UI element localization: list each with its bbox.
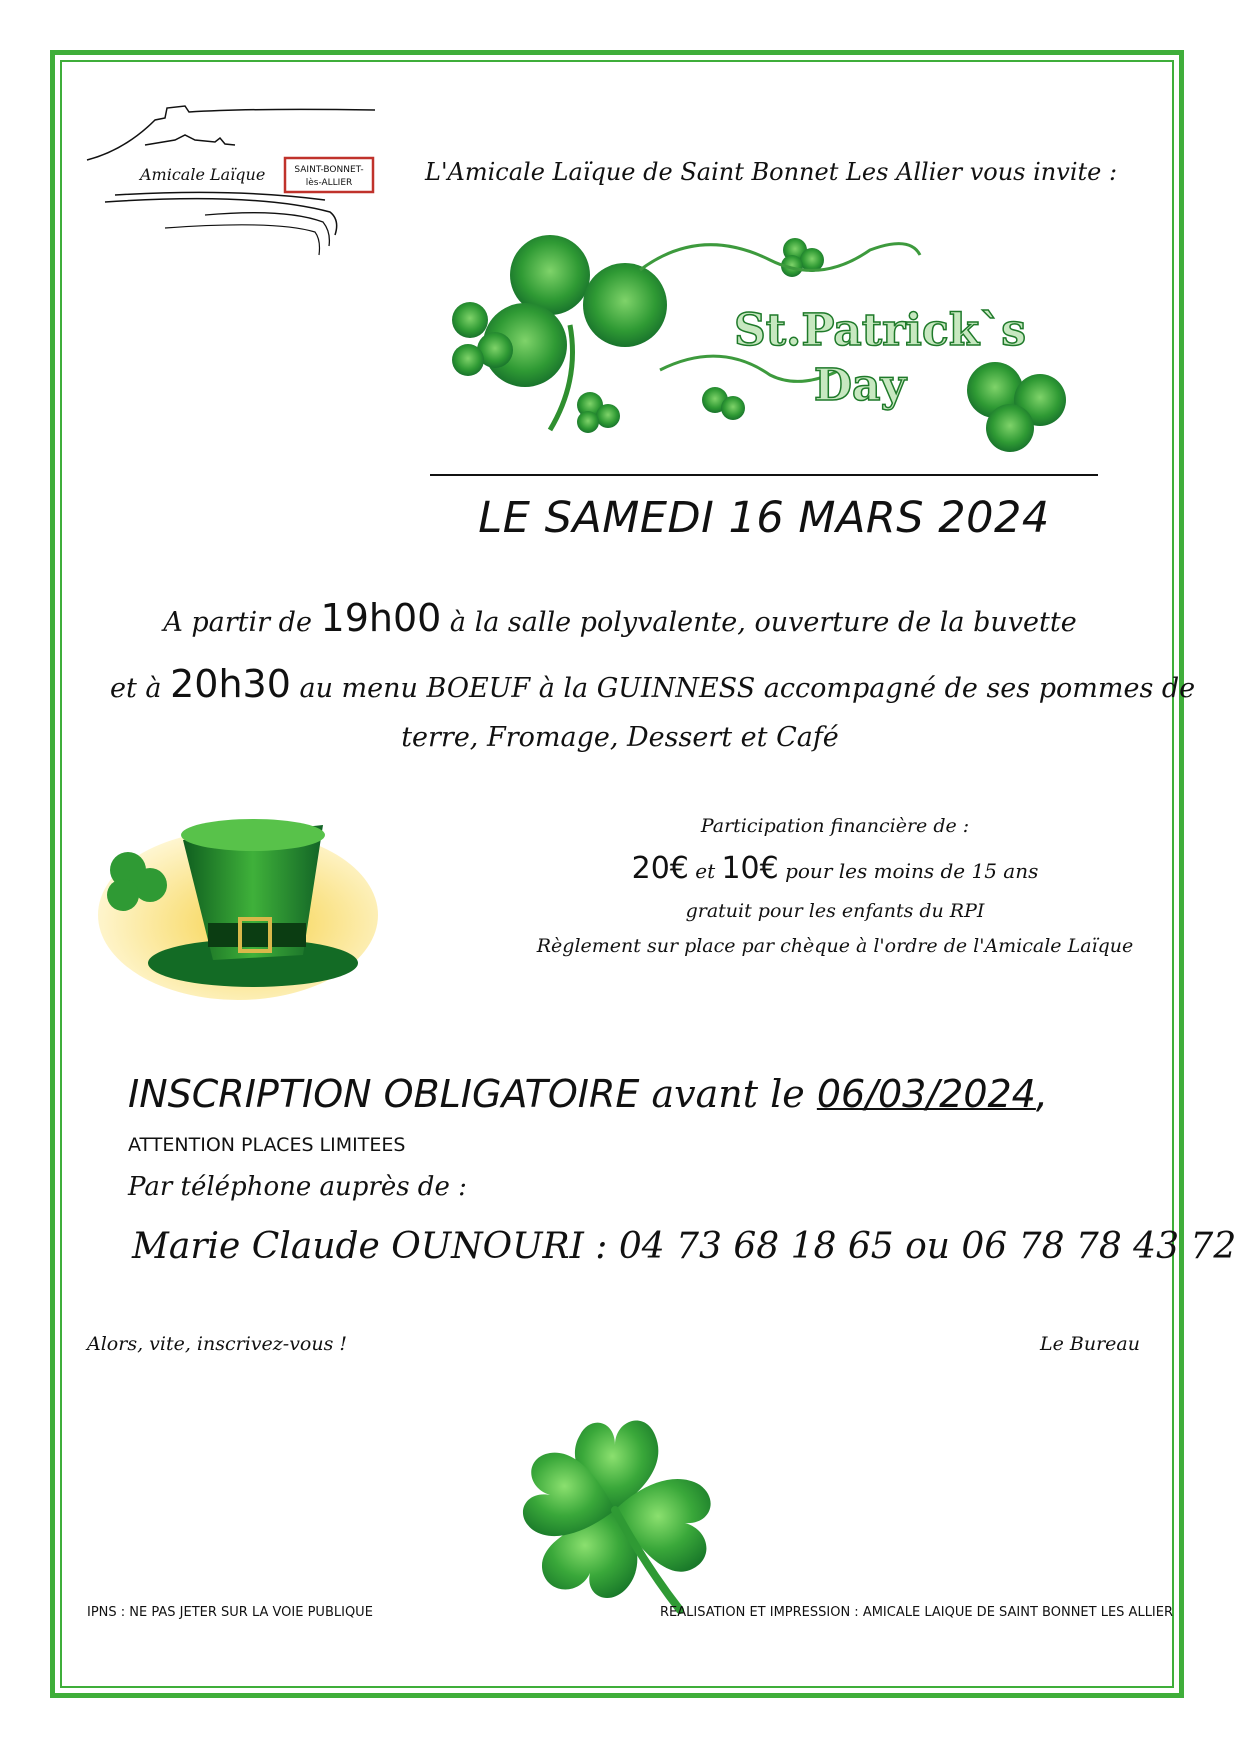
invite-text: L'Amicale Laïque de Saint Bonnet Les Allier vous invite : <box>425 158 1118 186</box>
event-date: LE SAMEDI 16 MARS 2024 <box>478 493 1050 543</box>
signature: Le Bureau <box>1040 1333 1140 1355</box>
registration-deadline: 06/03/2024 <box>816 1072 1036 1116</box>
program-line-1: A partir de 19h00 à la salle polyvalente, ouverture de la buvette <box>163 596 1077 640</box>
amicale-laique-logo <box>85 100 415 260</box>
pricing-heading: Participation financière de : <box>700 815 970 837</box>
footer-credit: REALISATION ET IMPRESSION : AMICALE LAIQUE DE SAINT BONNET LES ALLIER <box>660 1605 1174 1620</box>
st-patricks-banner <box>440 230 1100 455</box>
meal-time: 20h30 <box>170 662 291 706</box>
banner-title-line2: Day <box>813 360 907 411</box>
footer-ipns: IPNS : NE PAS JETER SUR LA VOIE PUBLIQUE <box>87 1605 373 1620</box>
divider-line <box>430 474 1098 476</box>
payment-note: Règlement sur place par chèque à l'ordre de l'Amicale Laïque <box>536 935 1134 957</box>
adult-price: 20€ <box>631 851 689 886</box>
child-price: 10€ <box>721 851 779 886</box>
registration-heading: INSCRIPTION OBLIGATOIRE avant le 06/03/2024, <box>128 1072 1048 1116</box>
phone-intro: Par téléphone auprès de : <box>128 1172 467 1202</box>
corner-shamrock-icon <box>967 362 1066 452</box>
program-line-3: terre, Fromage, Dessert et Café <box>401 722 839 753</box>
four-leaf-clover-icon <box>495 1395 735 1625</box>
places-limited-warning: ATTENTION PLACES LIMITEES <box>128 1134 406 1156</box>
logo-text: Amicale Laïque <box>140 165 266 184</box>
town-sign-line2: lès-ALLIER <box>305 178 353 188</box>
banner-title-line1: St.Patrick`s <box>733 305 1027 356</box>
start-time: 19h00 <box>320 596 442 640</box>
leprechaun-hat-image <box>88 795 380 1005</box>
closing-text: Alors, vite, inscrivez-vous ! <box>87 1333 348 1355</box>
town-sign-line1: SAINT-BONNET- <box>294 165 364 175</box>
pricing-amounts: 20€ et 10€ pour les moins de 15 ans <box>631 851 1039 886</box>
program-line-2: et à 20h30 au menu BOEUF à la GUINNESS accompagné de ses pommes de <box>110 662 1196 706</box>
large-shamrock-icon <box>483 235 667 430</box>
contact-line: Marie Claude OUNOURI : 04 73 68 18 65 ou 06 78 78 43 72 <box>132 1226 1237 1267</box>
free-note: gratuit pour les enfants du RPI <box>685 900 985 922</box>
